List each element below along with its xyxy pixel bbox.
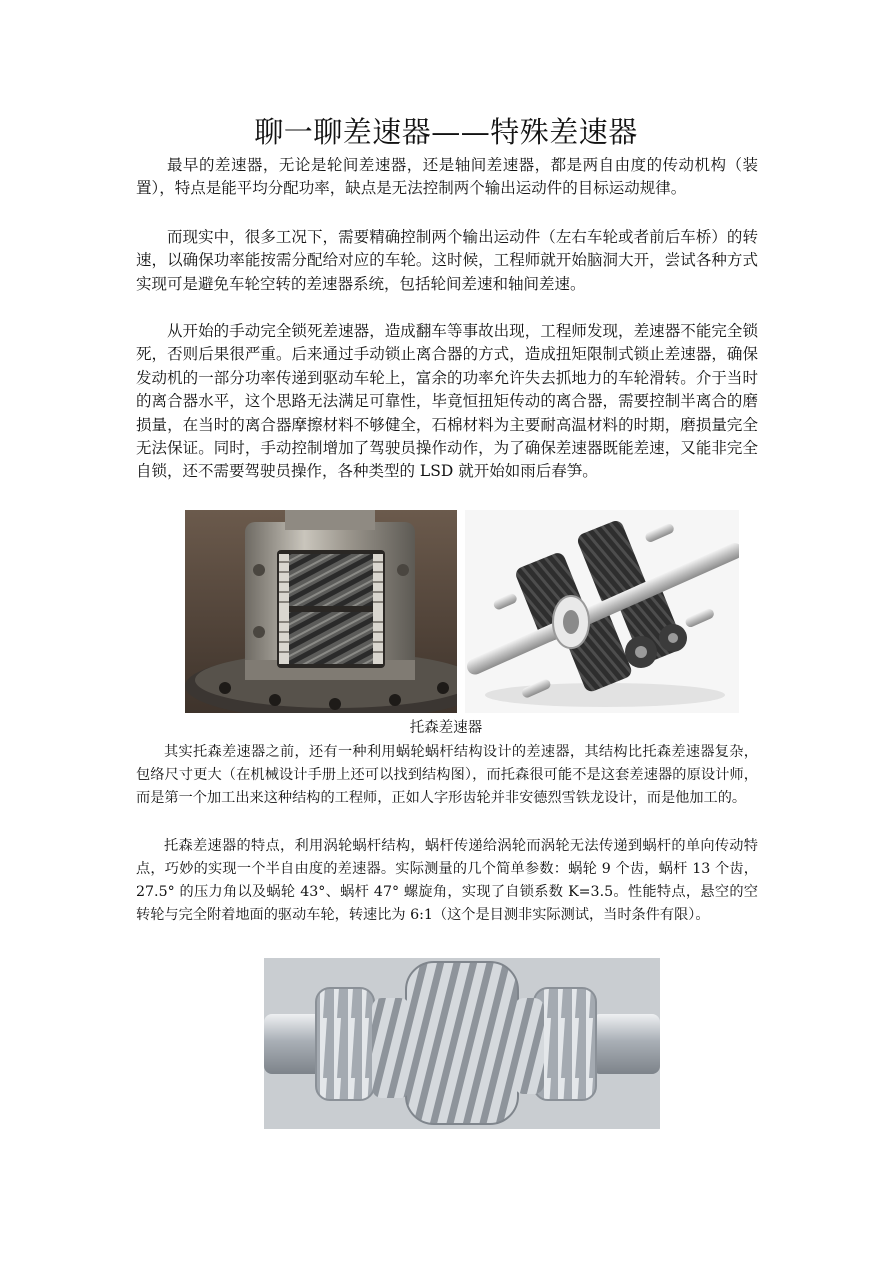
torsen-render <box>465 510 739 713</box>
document-title: 聊一聊差速器——特殊差速器 <box>254 115 638 149</box>
figure-caption: 托森差速器 <box>409 720 483 736</box>
paragraph-2: 而现实中，很多工况下，需要精确控制两个输出运动件（左右车轮或者前后车桥）的转速，以确保功率能按需分配给对应的车轮。这时候，工程师就开始脑洞大开，尝试各种方式实现可是避免车轮空转的差速器系统，包括轮间差速和轴间差速。 <box>136 228 758 293</box>
worm-gear-render <box>264 958 660 1129</box>
paragraph-3: 从开始的手动完全锁死差速器，造成翻车等事故出现，工程师发现，差速器不能完全锁死，否则后果很严重。后来通过手动锁止离合器的方式，造成扭矩限制式锁止差速器，确保发动机的一部分功率传递到驱动车轮上，富余的功率允许失去抓地力的车轮滑转。介于当时的离合器水平，这个思路无法满足可靠性，毕竟恒扭矩传动的离合器，需要控制半离合的磨损量，在当时的离合器摩擦材料不够健全，石棉材料为主要耐高温材料的时期，磨损量完全无法保证。同时，手动控制增加了驾驶员操作动作，为了确保差速器既能差速，又能非完全自锁，还不需要驾驶员操作，各种类型的 LSD 就开始如雨后春笋。 <box>136 322 758 481</box>
paragraph-5: 托森差速器的特点，利用涡轮蜗杆结构，蜗杆传递给涡轮而涡轮无法传递到蜗杆的单向传动特点，巧妙的实现一个半自由度的差速器。实际测量的几个简单参数：蜗轮 9 个齿，蜗杆 13 个齿，27.5° 的压力角以及蜗轮 43°、蜗杆 47° 螺旋角，实现了自锁系数 K=3.5。性能特点，悬空的空转轮与完全附着地面的驱动车轮，转速比为 6:1（这个是目测非实际测试，当时条件有限）。 <box>136 838 758 923</box>
paragraph-4: 其实托森差速器之前，还有一种利用蜗轮蜗杆结构设计的差速器，其结构比托森差速器复杂，包络尺寸更大（在机械设计手册上还可以找到结构图），而托森很可能不是这套差速器的原设计师，而是第一个加工出来这种结构的工程师，正如人字形齿轮并非安德烈雪铁龙设计，而是他加工的。 <box>136 744 758 806</box>
torsen-photo <box>185 510 457 713</box>
paragraph-1: 最早的差速器，无论是轮间差速器，还是轴间差速器，都是两自由度的传动机构（装置），特点是能平均分配功率，缺点是无法控制两个输出运动件的目标运动规律。 <box>136 156 758 198</box>
